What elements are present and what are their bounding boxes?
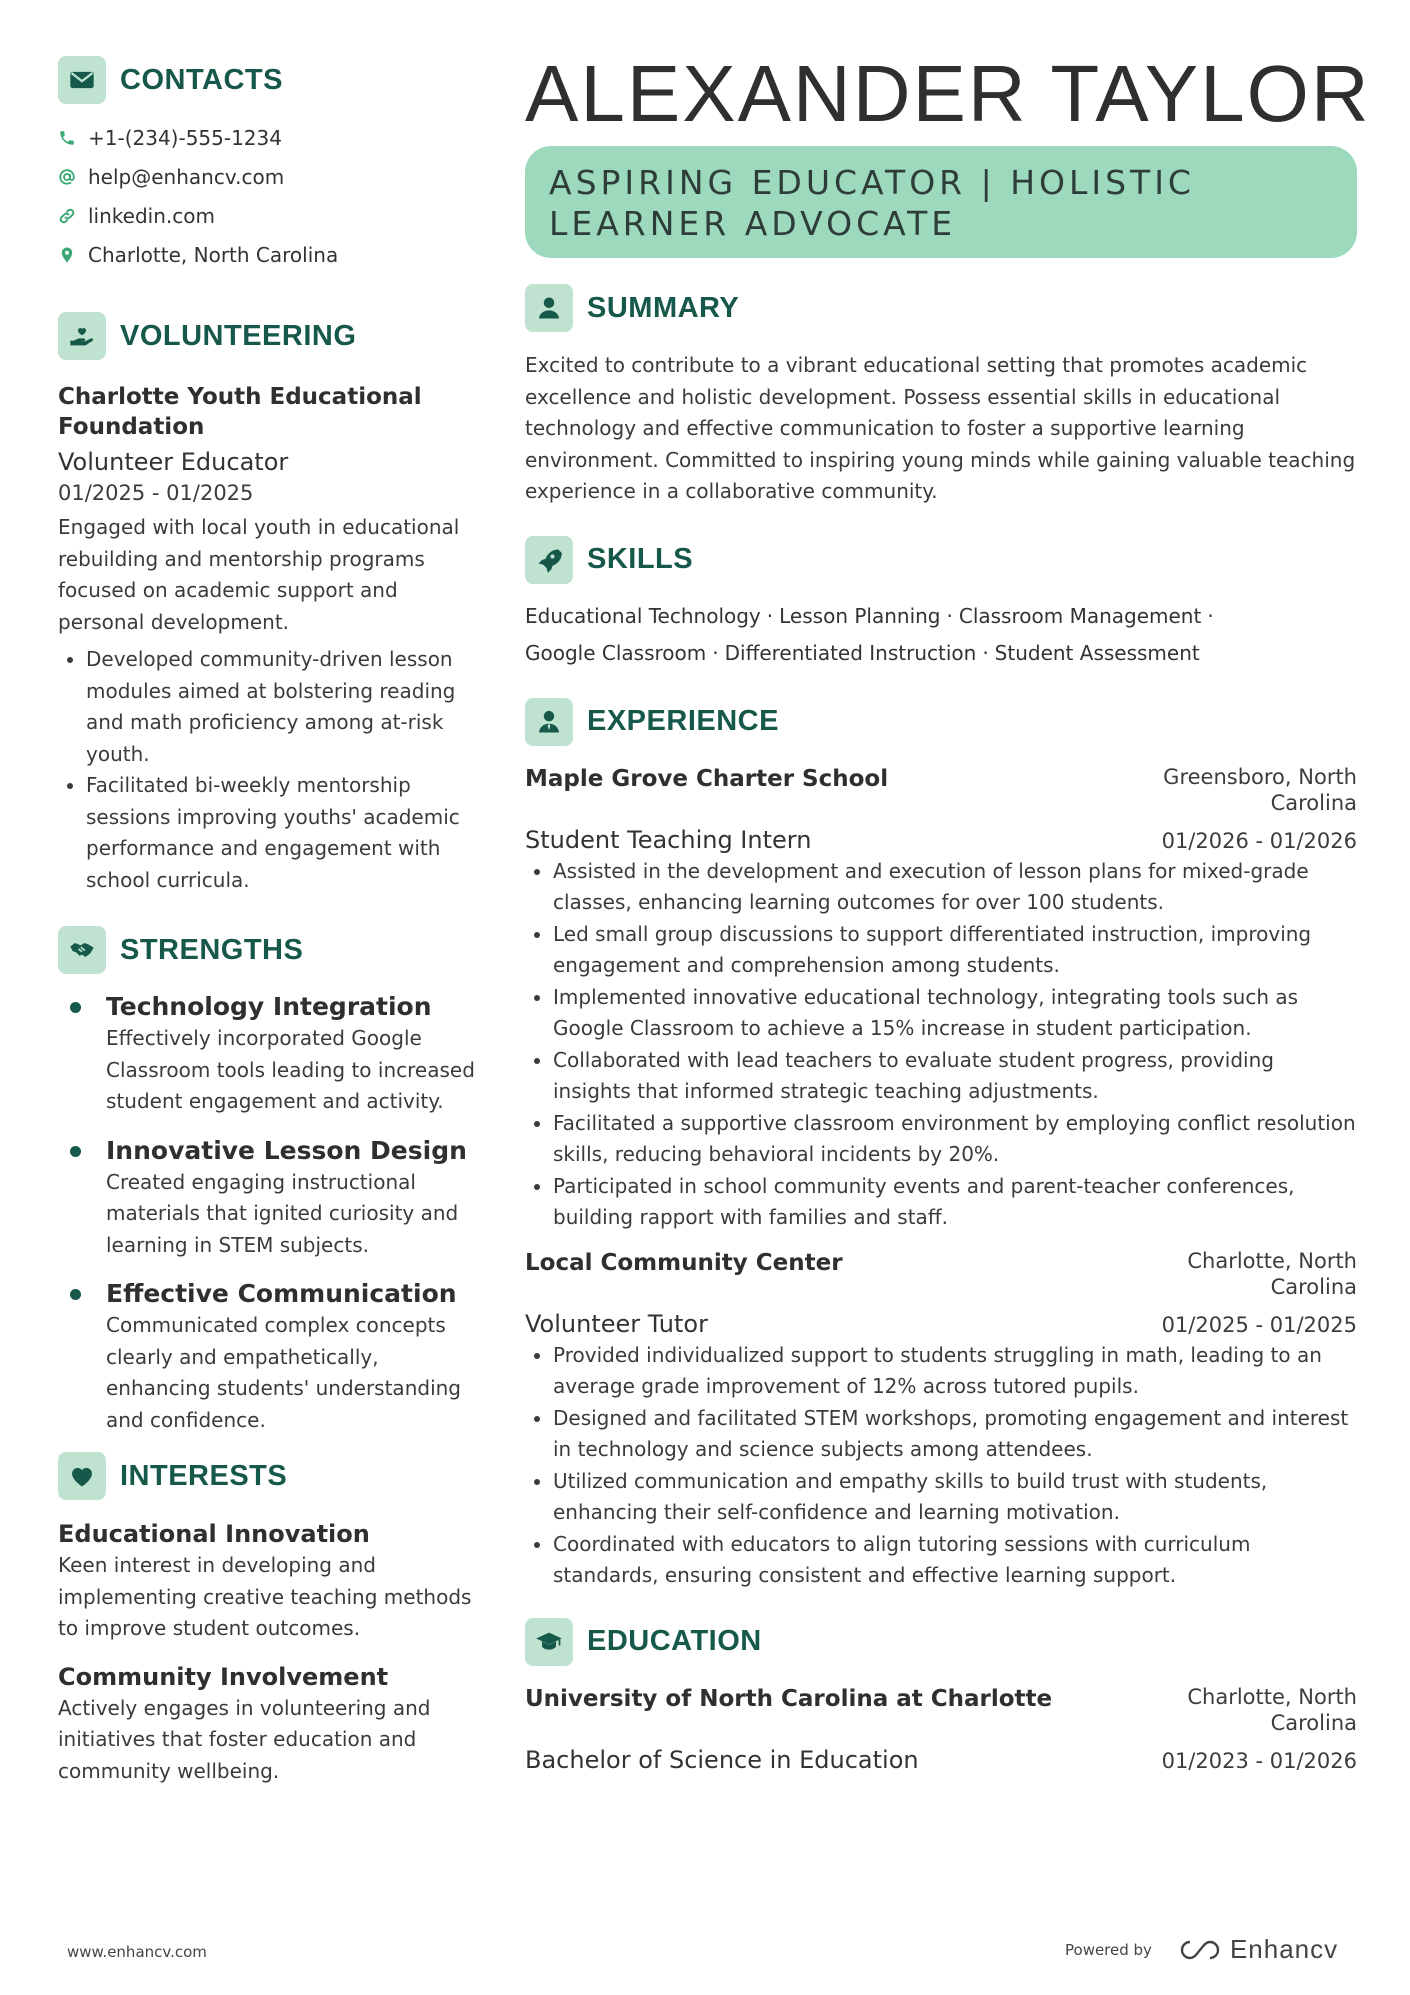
phone-icon	[58, 129, 76, 147]
contacts-heading: CONTACTS	[120, 63, 283, 96]
footer-branding[interactable]	[1065, 1934, 1338, 1965]
headline-bar	[525, 146, 1357, 258]
education-dates: 01/2023 - 01/2026	[1161, 1748, 1357, 1773]
job-entry	[525, 1248, 1357, 1592]
education-school: University of North Carolina at Charlotte	[525, 1685, 1053, 1712]
briefcase-user-icon	[525, 698, 573, 746]
job-role: Student Teaching Intern	[525, 825, 812, 854]
strength-title: Innovative Lesson Design	[106, 1135, 467, 1165]
summary-text: Excited to contribute to a vibrant educational setting that promotes academic excellence and holistic development. Possess essential skills in educational technology and effective communication to foster a supportive learning environment. Committed to inspiring young minds while gaining valuable teaching experience in a collaborative community.	[525, 353, 1356, 503]
job-location: Greensboro, North Carolina	[1163, 764, 1357, 815]
job-bullets	[525, 856, 1357, 1234]
graduation-cap-icon	[525, 1618, 573, 1666]
contact-email[interactable]	[58, 157, 478, 196]
location-text: Charlotte, North Carolina	[88, 242, 339, 267]
skills-heading: SKILLS	[587, 543, 694, 575]
strength-title: Effective Communication	[106, 1279, 457, 1308]
skills-header	[525, 536, 1357, 584]
list-item: Developed community-driven lesson modules aimed at bolstering reading and math proficiency among at-risk youth.	[58, 644, 478, 770]
education-heading: EDUCATION	[587, 1625, 762, 1657]
headline-line-2: LEARNER ADVOCATE	[549, 204, 957, 243]
right-column	[525, 49, 1371, 1776]
interest-title: Educational Innovation	[58, 1520, 370, 1548]
summary-header	[525, 284, 1357, 332]
candidate-name: ALEXANDER TAYLOR	[525, 49, 1371, 138]
contact-location	[58, 235, 478, 274]
strengths-heading: STRENGTHS	[120, 933, 304, 966]
at-icon	[58, 168, 76, 186]
list-item: Implemented innovative educational technology, integrating tools such as Google Classroom to achieve a 15% increase in student participation.	[525, 982, 1357, 1045]
strength-text: Created engaging instructional materials that ignited curiosity and learning in STEM subjects.	[106, 1169, 459, 1257]
experience-header	[525, 698, 1357, 746]
skills-section	[525, 536, 1357, 672]
contact-link[interactable]	[58, 196, 478, 235]
strength-text: Effectively incorporated Google Classroom tools leading to increased student engagement and activity.	[106, 1026, 475, 1113]
job-location: Charlotte, North Carolina	[1187, 1248, 1357, 1299]
skill-item: Educational Technology	[525, 603, 761, 628]
strength-text: Communicated complex concepts clearly and empathetically, enhancing students' understanding and confidence.	[106, 1313, 461, 1432]
list-item: Facilitated bi-weekly mentorship sessions improving youths' academic performance and engagement with school curricula.	[58, 770, 478, 896]
job-bullets	[525, 1340, 1357, 1592]
list-item: Provided individualized support to students struggling in math, leading to an average grade improvement of 12% across tutored pupils.	[525, 1340, 1357, 1403]
education-header	[525, 1618, 1357, 1666]
link-icon	[58, 207, 76, 225]
contacts-section	[58, 56, 478, 274]
rocket-icon	[525, 536, 573, 584]
strength-item	[58, 1134, 478, 1262]
location-pin-icon	[58, 246, 76, 264]
left-column	[58, 56, 478, 1787]
education-header-row	[525, 1684, 1357, 1736]
brand-name: Enhancv	[1229, 1934, 1339, 1964]
email-text: help@enhancv.com	[88, 164, 285, 189]
contacts-header	[58, 56, 478, 104]
list-item: Collaborated with lead teachers to evaluate student progress, providing insights that informed strategic teaching adjustments.	[525, 1045, 1357, 1108]
volunteer-bullets	[58, 644, 478, 896]
list-item: Facilitated a supportive classroom environment by employing conflict resolution skills, reducing behavioral incidents by 20%.	[525, 1108, 1357, 1171]
headline-line-1: ASPIRING EDUCATOR | HOLISTIC	[549, 163, 1195, 202]
skills-list: Educational Technology · Lesson Planning · Classroom Management · Google Classroom · Differentiated Instruction · Student Assessment	[525, 603, 1214, 665]
hand-heart-icon	[58, 312, 106, 360]
education-section	[525, 1618, 1357, 1776]
phone-text: +1-(234)-555-1234	[88, 125, 282, 150]
volunteering-heading: VOLUNTEERING	[120, 319, 357, 352]
skill-item: Differentiated Instruction	[724, 640, 977, 665]
interest-title: Community Involvement	[58, 1662, 389, 1691]
enhancv-logo-icon	[1178, 1938, 1222, 1962]
strength-item	[58, 990, 478, 1118]
strength-title: Technology Integration	[106, 992, 432, 1021]
strengths-section	[58, 926, 478, 1436]
list-item: Participated in school community events and parent-teacher conferences, building rapport with families and staff.	[525, 1171, 1357, 1234]
interests-header	[58, 1452, 478, 1500]
interest-text: Keen interest in developing and implementing creative teaching methods to improve student outcomes.	[58, 1553, 472, 1640]
skill-item: Classroom Management	[958, 603, 1202, 628]
job-role: Volunteer Tutor	[525, 1309, 708, 1338]
job-dates: 01/2026 - 01/2026	[1161, 828, 1357, 853]
experience-section	[525, 698, 1357, 1592]
list-item: Coordinated with educators to align tutoring sessions with curriculum standards, ensuring consistent and effective learning support.	[525, 1529, 1357, 1592]
contact-phone[interactable]	[58, 118, 478, 157]
footer-website[interactable]: www.enhancv.com	[67, 1943, 207, 1961]
powered-by-label: Powered by	[1065, 1940, 1152, 1959]
handshake-icon	[58, 926, 106, 974]
volunteer-description: Engaged with local youth in educational rebuilding and mentorship programs focused on academic support and personal development.	[58, 515, 460, 634]
list-item: Utilized communication and empathy skills to build trust with students, enhancing their self-confidence and learning motivation.	[525, 1466, 1357, 1529]
skill-item: Student Assessment	[994, 640, 1200, 665]
volunteering-section	[58, 312, 478, 896]
job-org: Maple Grove Charter School	[525, 765, 889, 792]
interest-text: Actively engages in volunteering and initiatives that foster education and community wellbeing.	[58, 1695, 431, 1783]
skill-item: Google Classroom	[525, 640, 707, 665]
strength-item	[58, 1277, 478, 1436]
interest-item	[58, 1661, 478, 1788]
link-text: linkedin.com	[88, 203, 215, 228]
summary-section	[525, 284, 1357, 508]
skill-item: Lesson Planning	[779, 603, 941, 628]
list-item: Led small group discussions to support differentiated instruction, improving engagement and comprehension among students.	[525, 919, 1357, 982]
interests-section	[58, 1452, 478, 1787]
job-entry	[525, 764, 1357, 1234]
job-role-row	[525, 824, 1357, 856]
volunteer-org: Charlotte Youth Educational Foundation	[58, 384, 422, 440]
job-header-row	[525, 1248, 1357, 1300]
interests-heading: INTERESTS	[120, 1459, 288, 1492]
user-icon	[525, 284, 573, 332]
summary-heading: SUMMARY	[587, 291, 740, 324]
experience-heading: EXPERIENCE	[587, 705, 779, 737]
education-location: Charlotte, North Carolina	[1187, 1684, 1357, 1735]
education-degree-row	[525, 1744, 1357, 1776]
volunteering-header	[58, 312, 478, 360]
job-org: Local Community Center	[525, 1249, 843, 1276]
education-degree: Bachelor of Science in Education	[525, 1745, 919, 1774]
envelope-icon	[58, 56, 106, 104]
strengths-header	[58, 926, 478, 974]
job-dates: 01/2025 - 01/2025	[1161, 1312, 1357, 1337]
volunteer-dates: 01/2025 - 01/2025	[58, 481, 254, 505]
list-item: Designed and facilitated STEM workshops, promoting engagement and interest in technology and science subjects among attendees.	[525, 1403, 1357, 1466]
heart-icon	[58, 1452, 106, 1500]
interest-item	[58, 1518, 478, 1645]
job-header-row	[525, 764, 1357, 816]
volunteer-role: Volunteer Educator	[58, 448, 289, 476]
list-item: Assisted in the development and execution of lesson plans for mixed-grade classes, enhancing learning outcomes for over 100 students.	[525, 856, 1357, 919]
job-role-row	[525, 1308, 1357, 1340]
